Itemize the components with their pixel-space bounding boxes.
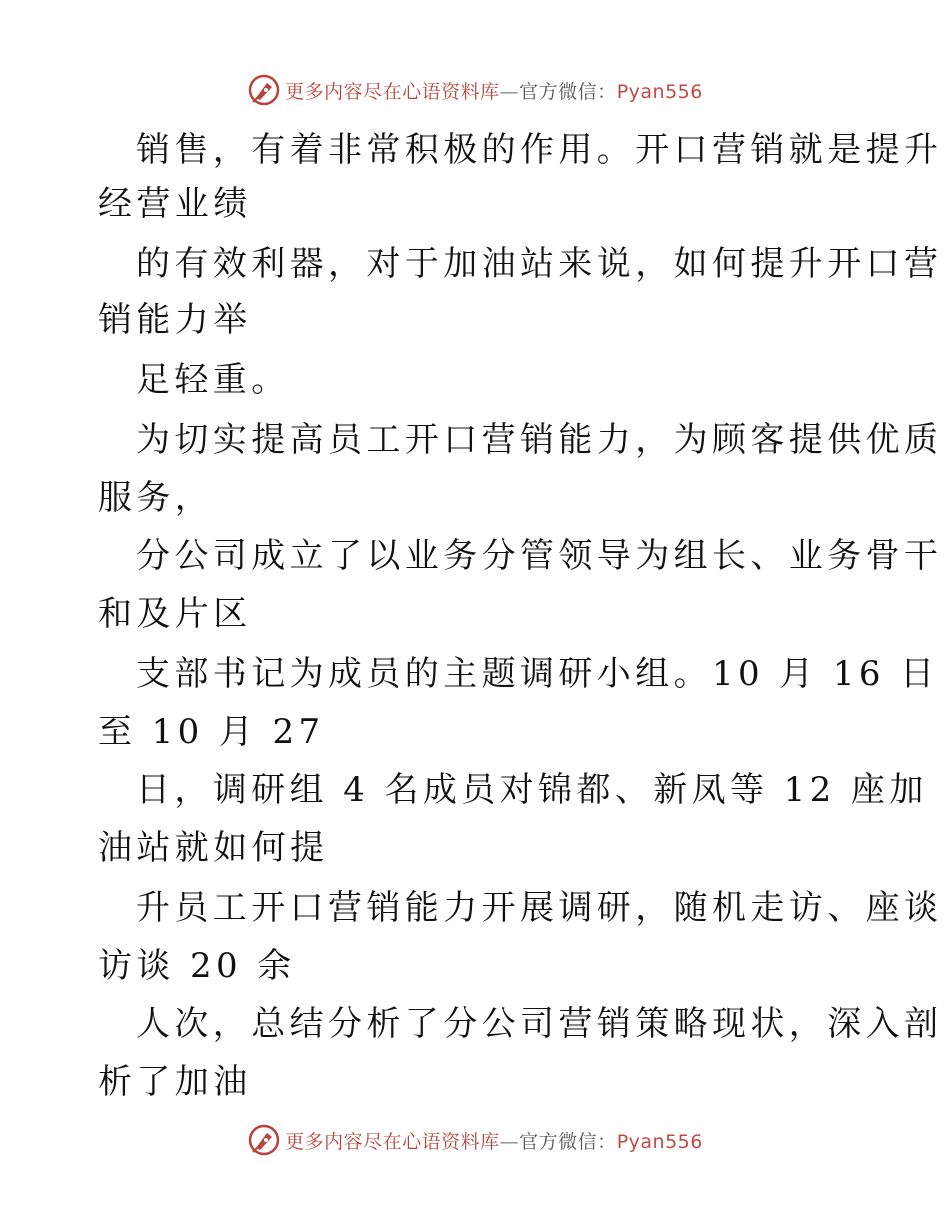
watermark-handle: Pyan556 bbox=[616, 1130, 703, 1153]
paragraph-line: 升员工开口营销能力开展调研，随机走访、座谈 bbox=[136, 888, 943, 928]
paragraph-line: 销能力举 bbox=[98, 300, 252, 340]
paragraph-line: 人次，总结分析了分公司营销策略现状，深入剖 bbox=[136, 1004, 943, 1044]
watermark-text bbox=[285, 1127, 703, 1154]
paragraph-line: 服务， bbox=[98, 478, 214, 518]
paragraph-line: 支部书记为成员的主题调研小组。10 月 16 日 bbox=[136, 654, 939, 694]
header-watermark bbox=[0, 70, 950, 110]
paragraph-line: 经营业绩 bbox=[98, 184, 252, 224]
paragraph-line: 油站就如何提 bbox=[98, 828, 329, 868]
paragraph-line: 日，调研组 4 名成员对锦都、新凤等 12 座加 bbox=[136, 770, 928, 810]
paragraph-line: 的有效利器，对于加油站来说，如何提升开口营 bbox=[136, 244, 943, 284]
footer-watermark bbox=[0, 1120, 950, 1160]
paragraph-line: 至 10 月 27 bbox=[98, 712, 325, 752]
paragraph-line: 为切实提高员工开口营销能力，为顾客提供优质 bbox=[136, 420, 943, 460]
watermark-text bbox=[285, 77, 703, 104]
paragraph-line: 和及片区 bbox=[98, 594, 252, 634]
watermark-official: 官方微信： bbox=[519, 80, 617, 103]
watermark-official: 官方微信： bbox=[519, 1130, 617, 1153]
watermark-dash: — bbox=[499, 80, 520, 103]
paragraph-line: 足轻重。 bbox=[136, 360, 290, 400]
watermark-main: 更多内容尽在心语资料库 bbox=[285, 1130, 500, 1153]
watermark-dash: — bbox=[499, 1130, 520, 1153]
paragraph-line: 分公司成立了以业务分管领导为组长、业务骨干 bbox=[136, 536, 943, 576]
watermark-main: 更多内容尽在心语资料库 bbox=[285, 80, 500, 103]
paragraph-line: 访谈 20 余 bbox=[98, 946, 296, 986]
pen-nib-circle-icon bbox=[247, 1123, 281, 1157]
paragraph-line: 析了加油 bbox=[98, 1062, 252, 1102]
paragraph-line: 销售，有着非常积极的作用。开口营销就是提升 bbox=[136, 130, 943, 170]
pen-nib-circle-icon bbox=[247, 73, 281, 107]
watermark-handle: Pyan556 bbox=[616, 80, 703, 103]
